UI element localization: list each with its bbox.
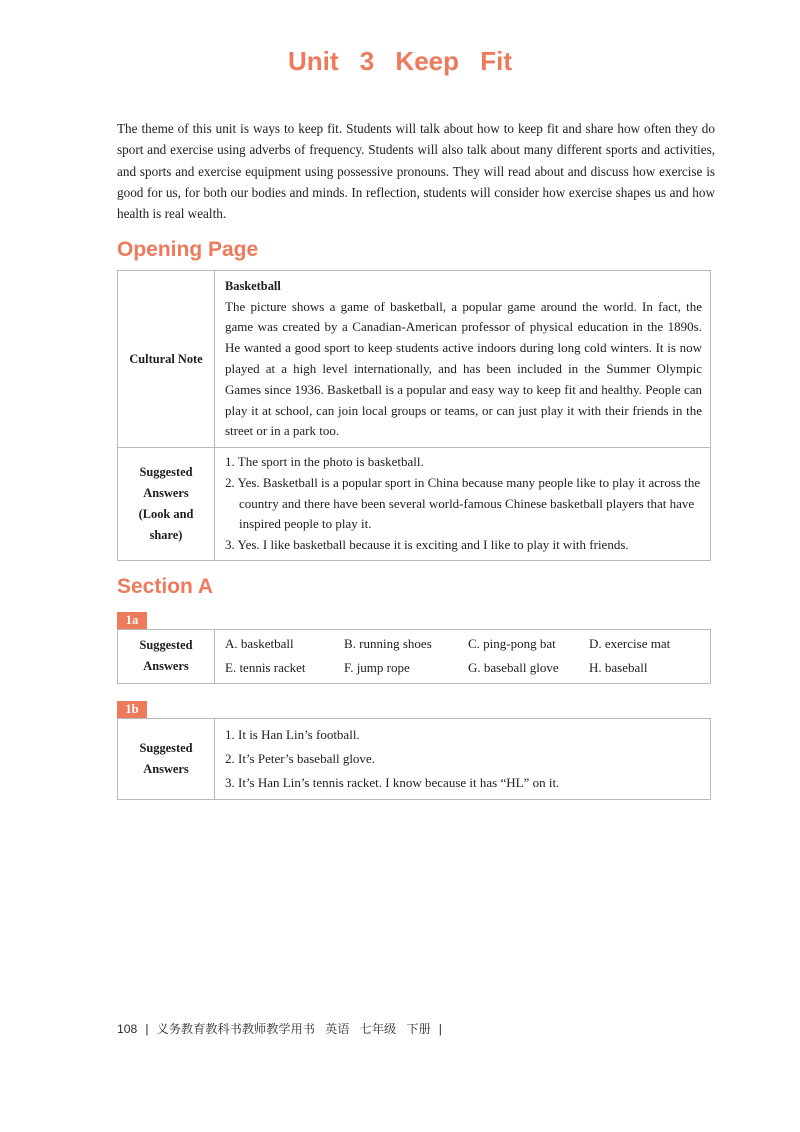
- list-item: B. running shoes: [344, 636, 432, 651]
- cultural-note-row: [118, 271, 711, 448]
- label-line: (Look and: [138, 506, 194, 521]
- task-1a-row: [118, 630, 711, 684]
- list-item: 2. It’s Peter’s baseball glove.: [225, 751, 375, 766]
- list-item: H. baseball: [589, 659, 648, 675]
- list-item: 2. Yes. Basketball is a popular sport in China because many people like to play it across the country and there have been several world-famous Chinese basketball players that have inspired people to play it.: [225, 474, 701, 532]
- list-item: G. baseball glove: [468, 659, 559, 675]
- list-item: D. exercise mat: [589, 636, 671, 651]
- label-line: Suggested: [139, 741, 193, 755]
- unit-introduction: The theme of this unit is ways to keep fit. Students will talk about how to keep fit and share how often they do sport and exercise using adverbs of frequency. Students will also talk about many different sports and activities, and sports and exercise equipment using possessive pronouns. They will read about and discuss how exercise is good for us, for both our bodies and minds. In reflection, students will consider how exercise shapes us and how health is real wealth.: [117, 121, 715, 222]
- task-1b-content: [215, 719, 711, 800]
- book-title: 义务教育教科书教师教学用书: [156, 1022, 315, 1036]
- task-1b-label: [118, 719, 215, 800]
- opening-page-table: [117, 270, 711, 561]
- subject-label: 英语: [325, 1022, 350, 1036]
- list-item: A. basketball: [225, 636, 294, 651]
- task-tag-1b: 1b: [117, 701, 147, 718]
- cultural-note-heading: Basketball: [225, 278, 281, 293]
- task-1a-label: [118, 630, 215, 684]
- footer-divider: |: [145, 1022, 149, 1036]
- answer-grid: [225, 634, 702, 679]
- footer-divider: |: [438, 1022, 442, 1036]
- suggested-answers-row: [118, 448, 711, 561]
- cultural-note-label: Cultural Note: [118, 271, 215, 448]
- grade-label: 七年级: [359, 1022, 397, 1036]
- opening-page-heading: Opening Page: [117, 238, 259, 261]
- label-line: Suggested: [139, 464, 193, 479]
- task-1b-row: [118, 719, 711, 800]
- cultural-note-content: [215, 271, 711, 448]
- unit-title: Unit 3 Keep Fit: [287, 46, 512, 76]
- section-a-heading: Section A: [117, 575, 214, 598]
- list-item: 1. It is Han Lin’s football.: [225, 727, 360, 742]
- label-line: Answers: [143, 485, 189, 500]
- cultural-note-text: The picture shows a game of basketball, a popular game around the world. In fact, the game was created by a Canadian-American professor of physical education in the 1890s. He wanted a good sport to keep students active indoors during long cold winters. It is now played at a high level internationally, and has been included in the Summer Olympic Games since 1936. Basketball is a popular and easy way to keep fit and healthy. People can play it at school, can join local groups or teams, or can just play it with their friends in the street or in a park too.: [225, 298, 702, 439]
- list-item: C. ping-pong bat: [468, 636, 556, 651]
- suggested-answers-content: [215, 448, 711, 561]
- label-line: Suggested: [139, 638, 193, 653]
- list-item: 1. The sport in the photo is basketball.: [225, 454, 424, 469]
- task-tag-1a: 1a: [117, 612, 147, 629]
- answer-list: [225, 452, 702, 556]
- list-item: E. tennis racket: [225, 659, 306, 675]
- label-line: Answers: [143, 659, 189, 674]
- list-item: 3. Yes. I like basketball because it is exciting and I like to play it with friends.: [225, 537, 629, 553]
- suggested-answers-label: [118, 448, 215, 561]
- answer-list: [225, 723, 702, 795]
- task-1b-table: [117, 718, 711, 800]
- label-line: share): [149, 527, 183, 542]
- list-item: F. jump rope: [344, 659, 410, 675]
- list-item: 3. It’s Han Lin’s tennis racket. I know because it has “HL” on it.: [225, 775, 560, 790]
- page-footer: [117, 1020, 450, 1037]
- page-number: 108: [117, 1022, 138, 1036]
- volume-label: 下册: [406, 1022, 431, 1036]
- task-1a-content: [215, 630, 711, 684]
- task-1a-table: [117, 629, 711, 684]
- label-line: Answers: [143, 762, 189, 776]
